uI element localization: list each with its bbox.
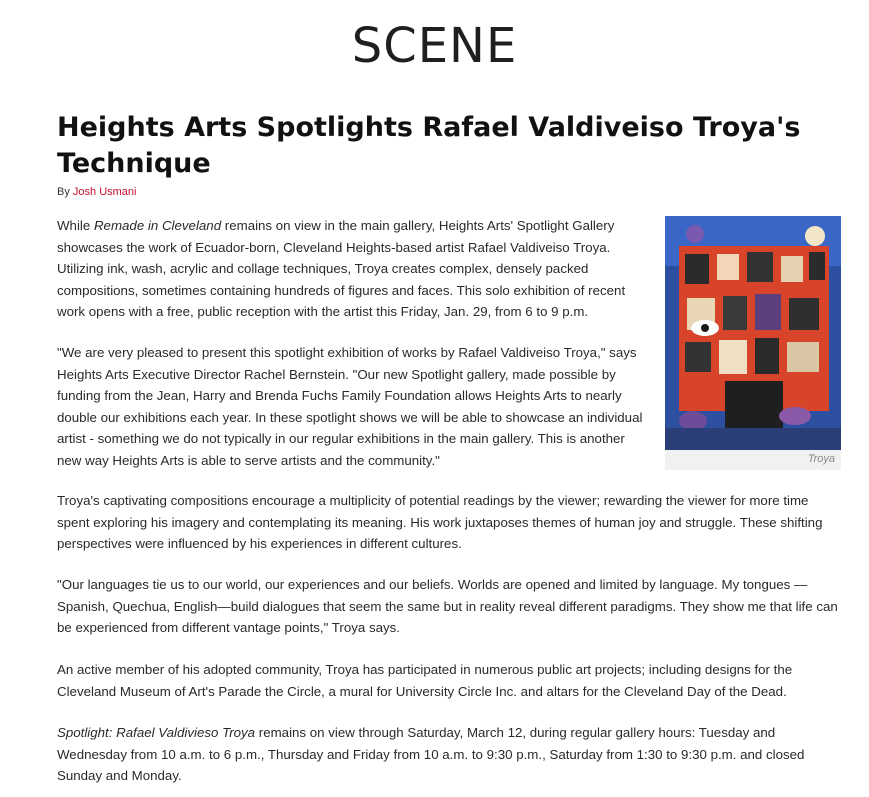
paragraph-3: [57, 490, 843, 555]
paragraph-4: [57, 574, 843, 639]
p4-text: "Our languages tie us to our world, our experiences and our beliefs. Worlds are opened and limited by language. My tongues — Spanish, Quechua, English—build dialogues that seem the same but in reality reveal different paradigms. They show me that life can be experienced from different vantage points," Troya says.: [57, 577, 838, 635]
p6-em: Spotlight: Rafael Valdivieso Troya: [57, 725, 256, 740]
p5-text: An active member of his adopted community, Troya has participated in numerous public art projects; including designs for the Cleveland Museum of Art's Parade the Circle, a mural for University Circle Inc. and altars for the Cleveland Day of the Dead.: [57, 662, 793, 699]
p1-em: Remade in Cleveland: [93, 218, 222, 233]
image-caption: Troya: [807, 453, 835, 465]
p2-text: "We are very pleased to present this spotlight exhibition of works by Rafael Valdiveiso Troya," says Heights Arts Executive Director Rachel Bernstein. "Our new Spotlight gallery, made possible by funding from the Jean, Harry and Brenda Fuchs Family Foundation allows Heights Arts to nearly double our exhibitions each year. In these spotlight shows we will be able to showcase an individual artist - something we do not typically in our regular exhibitions in the main gallery. This is another new way Heights Arts is able to serve artists and the community.": [57, 345, 643, 468]
paragraph-5: [57, 659, 843, 702]
article-title: Heights Arts Spotlights Rafael Valdiveiso Troya's Technique: [57, 112, 801, 179]
site-logo[interactable]: SCENE: [351, 18, 518, 74]
p6-rest: remains on view through Saturday, March 12, during regular gallery hours: Tuesday and Wednesday from 10 a.m. to 6 p.m., Thursday and Friday from 10 a.m. to 9:30 p.m., Saturday from 1:30 to 9:30 p.m. and closed Sunday and Monday.: [57, 725, 805, 783]
p3-text: Troya's captivating compositions encourage a multiplicity of potential readings by the viewer; rewarding the viewer for more time spent exploring his imagery and contemplating its meaning. His work juxtaposes themes of human joy and struggle. These shifting perspectives were influenced by his experiences in different cultures.: [57, 493, 823, 551]
p1-rest: remains on view in the main gallery, Heights Arts' Spotlight Gallery showcases the work of Ecuador-born, Cleveland Heights-based artist Rafael Valdiveiso Troya. Utilizing ink, wash, acrylic and collage techniques, Troya creates complex, densely packed compositions, sometimes containing hundreds of figures and faces. This solo exhibition of recent work opens with a free, public reception with the artist this Friday, Jan. 29, from 6 to 9 p.m.: [57, 218, 626, 319]
paragraph-6: [57, 722, 843, 787]
artwork-image[interactable]: [665, 216, 841, 450]
author-link[interactable]: Josh Usmani: [72, 186, 137, 198]
paragraph-1: [57, 215, 649, 323]
byline-prefix: By: [57, 186, 70, 198]
p1-prefix: While: [57, 218, 94, 233]
paragraph-2: [57, 342, 649, 471]
article-figure: [665, 216, 841, 470]
byline: [57, 186, 136, 198]
painting-illustration: [665, 216, 841, 450]
